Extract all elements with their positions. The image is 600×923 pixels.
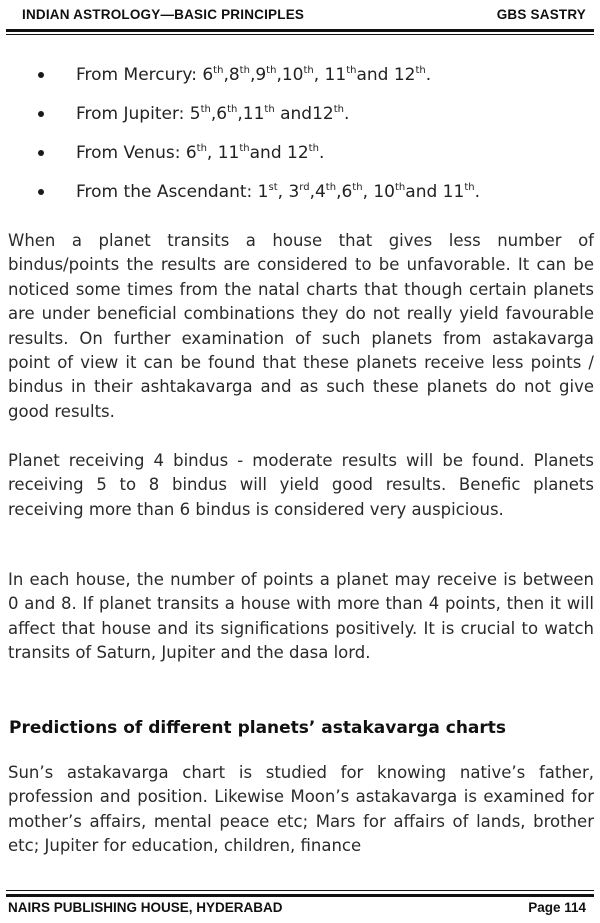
paragraph-planet-charts: Sun’s astakavarga chart is studied for knowing native’s father, profession and position. Likewise Moon’s astakavarga is examined for mother’s affairs, mental peace etc; Mars for affairs of lands, brother etc; Jupiter for education, children, finance <box>8 763 594 856</box>
bullet-text <box>76 56 431 95</box>
ordinal-suffix: th <box>395 182 406 193</box>
bullet-dot <box>38 150 44 156</box>
bullet-label: From the Ascendant: <box>76 182 258 202</box>
paragraph-bindu-results: Planet receiving 4 bindus - moderate results will be found. Planets receiving 5 to 8 bindus will yield good results. Benefic planets receiving more than 6 bindus is considered very auspicious. <box>8 451 594 519</box>
paragraph-transit-bindus: When a planet transits a house that gives less number of bindus/points the results are considered to be unfavorable. It can be noticed some times from the natal charts that though certain planets are under beneficial combinations they do not really yield favourable results. On further examination of such planets from astakavarga point of view it can be found that these planets receive less points / bindus in their ashtakavarga and as such these planets do not give good results. <box>8 231 594 421</box>
bullet-values <box>190 104 350 124</box>
value-text: ,9 <box>249 65 267 85</box>
ordinal-suffix: th <box>325 182 337 193</box>
ordinal-suffix: th <box>264 104 275 115</box>
bullet-item-venus <box>0 134 600 173</box>
ordinal-suffix: th <box>352 182 363 193</box>
bullet-label: From Mercury: <box>76 65 203 85</box>
ordinal-suffix: th <box>308 143 319 154</box>
bullet-dot <box>38 111 44 117</box>
footer-rule-thick <box>6 894 594 897</box>
ordinal-suffix: th <box>239 143 250 154</box>
bullet-text <box>76 95 349 134</box>
page-header <box>0 0 600 30</box>
bullet-item-ascendant <box>0 173 600 212</box>
header-rule-thick <box>6 29 594 32</box>
ordinal-suffix: st <box>268 182 278 193</box>
bullet-text <box>76 173 480 212</box>
page-number: Page 114 <box>528 900 586 915</box>
running-title: INDIAN ASTROLOGY—BASIC PRINCIPLES <box>22 7 305 22</box>
ordinal-suffix: th <box>464 182 475 193</box>
bullet-label: From Jupiter: <box>76 104 190 124</box>
ordinal-suffix: th <box>333 104 344 115</box>
header-rule-thin <box>6 34 594 35</box>
ordinal-suffix: th <box>200 104 211 115</box>
ordinal-suffix: th <box>196 143 207 154</box>
bullet-list <box>0 56 600 212</box>
ordinal-suffix: th <box>213 65 224 76</box>
ordinal-suffix: th <box>227 104 238 115</box>
page-footer <box>0 898 600 922</box>
footer-rule-thin <box>6 890 594 891</box>
value-text: and12 <box>274 104 334 124</box>
bullet-values <box>202 65 431 85</box>
value-text: ,6 <box>336 182 353 202</box>
bullet-dot <box>38 189 44 195</box>
value-text: , 10 <box>362 182 396 202</box>
value-text: , 11 <box>206 143 240 163</box>
ordinal-suffix: rd <box>299 182 310 193</box>
ordinal-suffix: th <box>266 65 277 76</box>
bullet-text <box>76 134 324 173</box>
publisher-name: NAIRS PUBLISHING HOUSE, HYDERABAD <box>8 900 283 915</box>
value-text: ,6 <box>210 104 228 124</box>
bullet-values <box>258 182 480 202</box>
value-text: ,4 <box>309 182 326 202</box>
ordinal-suffix: th <box>239 65 250 76</box>
bullet-label: From Venus: <box>76 143 186 163</box>
value-text: ,10 <box>276 65 304 85</box>
value-text: 6 <box>185 143 197 163</box>
value-text: ,8 <box>223 65 240 85</box>
value-text: . <box>343 104 350 124</box>
value-text: . <box>425 65 432 85</box>
bullet-dot <box>38 72 44 78</box>
ordinal-suffix: th <box>346 65 357 76</box>
value-text: , 3 <box>277 182 300 202</box>
value-text: 6 <box>202 65 214 85</box>
value-text: 1 <box>257 182 269 202</box>
paragraph-house-points: In each house, the number of points a planet may receive is between 0 and 8. If planet transits a house with more than 4 points, then it will affect that house and its significations positively. It is crucial to watch transits of Saturn, Jupiter and the dasa lord. <box>8 570 594 663</box>
value-text: . <box>474 182 480 202</box>
value-text: 5 <box>189 104 201 124</box>
author-name: GBS SASTRY <box>496 7 586 22</box>
value-text: and 12 <box>249 143 309 163</box>
bullet-values <box>186 143 325 163</box>
bullet-item-mercury <box>0 56 600 95</box>
value-text: , 11 <box>313 65 347 85</box>
value-text: and 12 <box>356 65 416 85</box>
bullet-item-jupiter <box>0 95 600 134</box>
ordinal-suffix: th <box>415 65 426 76</box>
ordinal-suffix: th <box>303 65 314 76</box>
value-text: and 11 <box>405 182 465 202</box>
value-text: . <box>318 143 325 163</box>
section-heading: Predictions of different planets’ astakavarga charts <box>9 718 507 738</box>
value-text: ,11 <box>237 104 265 124</box>
